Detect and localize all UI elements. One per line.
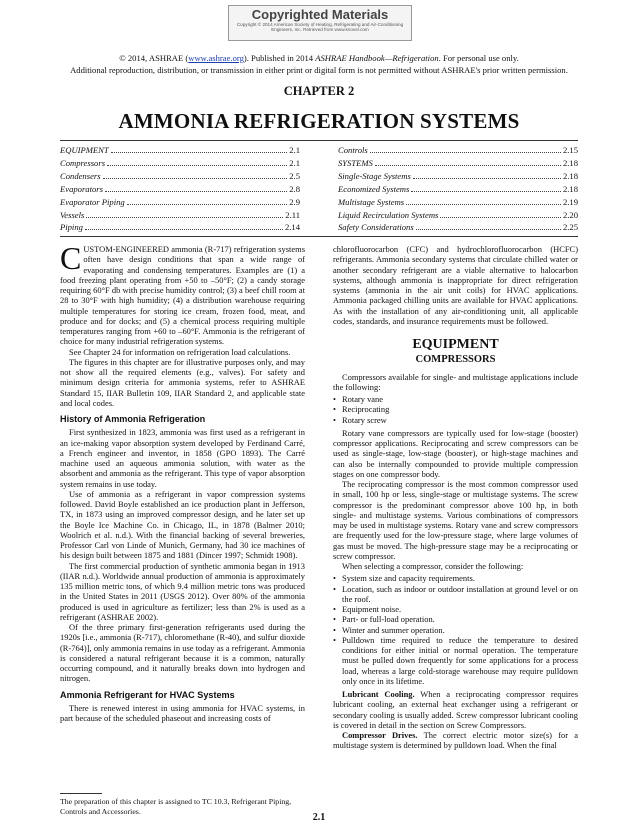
toc-entry-page: 2.15 — [562, 145, 578, 155]
list-item: • Rotary vane — [333, 394, 578, 404]
paragraph: The reciprocating compressor is the most common compressor used in small, 100 hp or less, single-stage or multistage systems. The screw compressor is the predominant compressor above 100 hp, in both single- and multistage systems. Various combinations of compressors may be used in multistage systems. Rotary vane and screw compressors are frequently used for the low-pressure stage, where large volumes of gas must be moved. The high-pressure stage may be a reciprocating or screw compressor. — [333, 479, 578, 561]
toc-entry-label: Safety Considerations — [338, 222, 414, 233]
paragraph — [333, 730, 578, 751]
toc-entry[interactable] — [60, 196, 300, 209]
paragraph: The first commercial production of synthetic ammonia began in 1913 (IIAR n.d.). Worldwide annual production of ammonia is approximately 135 million metric tons, of which 9.4 million metric tons was produced in the United States in 2011 (USGS 2012). Over 80% of the ammonia produced is used in agriculture as fertilizer; less than 2% is used as a refrigerant (ASHRAE 2002). — [60, 560, 305, 622]
toc-entry-label: Evaporator Piping — [60, 196, 125, 207]
paragraph: chlorofluorocarbon (CFC) and hydrochlorofluorocarbon (HCFC) refrigerants. Ammonia secondary systems that circulate chilled water or another secondary refrigerant are a viable alternative to halocarbon systems, although ammonia is inappropriate for direct refrigeration systems (ammonia in the air unit coils) for HVAC applications. Ammonia packaged chilling units are available for HVAC applications. As with the installation of any air-conditioning unit, all applicable codes, standards, and insurance requirements must be followed. — [333, 244, 578, 326]
watermark-line-2: Engineers, Inc. Retrieved from www.knovel.com — [271, 27, 369, 33]
toc-leader-dots — [406, 204, 561, 205]
toc-bottom-rule — [60, 236, 578, 237]
list-item: • System size and capacity requirements. — [333, 573, 578, 583]
toc-entry-page: 2.19 — [562, 196, 578, 207]
toc-entry-label: Multistage Systems — [338, 196, 405, 207]
toc-entry[interactable] — [60, 183, 300, 196]
toc-entry-page: 2.20 — [562, 209, 578, 220]
compressor-drives-label: Compressor Drives. — [342, 730, 418, 740]
intro-text: USTOM-ENGINEERED ammonia (R-717) refrigeration systems often have design conditions that span a wide range of evaporating and condensing temperatures. Examples are (1) a food freezing plant operating from +50 to –50°F; (2) a candy storage requiring 60°F db with precise humidity control; (3) a beef chill room at 28 to 30°F with high humidity; (4) a distribution warehouse requiring multiple temperatures for storing ice cream, frozen food, meat, and produce and for docks; and (5) a chemical process requiring multiple temperatures ranging from +60 to –60°F. Ammonia is the refrigerant of choice for many industrial refrigeration systems. — [60, 244, 305, 347]
toc-entry-page: 2.5 — [289, 170, 300, 181]
toc-leader-dots — [127, 204, 288, 205]
lubricant-cooling-text: When a reciprocating compressor requires lubricant cooling, an external heat exchanger using a refrigerant or secondary cooling is usually added. Screw compressor lubricant cooling is covered in detail in the section on Screw Compressors. — [333, 689, 578, 730]
list-item: • Pulldown time required to reduce the temperature to desired conditions for either initial or normal operation. The temperature must be pulled down frequently for some applications for a process load, whereas a large cold-storage warehouse may require pulldown only once in its lifetime. — [333, 635, 578, 686]
paragraph: First synthesized in 1823, ammonia was first used as a refrigerant in an ice-making vapor absorption system developed by Ferdinand Carré, a French engineer and inventor, in 1858 (GPO 1893). The Carré machine used an aqueous ammonia solution, with water as the absorbent and ammonia as the refrigerant. This type of vapor absorption system remains in use today. — [60, 427, 305, 489]
chapter-title: AMMONIA REFRIGERATION SYSTEMS — [118, 109, 520, 133]
toc-entry[interactable] — [338, 209, 578, 222]
toc-entry-label: Single-Stage Systems — [338, 170, 411, 181]
toc-leader-dots — [85, 229, 283, 230]
toc-leader-dots — [86, 217, 283, 218]
ashrae-link[interactable]: www.ashrae.org — [188, 53, 244, 63]
toc-entry-page: 2.11 — [285, 209, 300, 220]
list-item: • Winter and summer operation. — [333, 625, 578, 635]
heading-hvac: Ammonia Refrigerant for HVAC Systems — [60, 689, 235, 700]
copyright-watermark — [228, 5, 412, 41]
toc-entry[interactable] — [60, 170, 300, 183]
toc-entry[interactable] — [60, 157, 300, 170]
toc-entry-page: 2.8 — [289, 183, 300, 194]
toc-leader-dots — [103, 178, 288, 179]
paragraph: Compressors available for single- and multistage applications include the following: — [333, 371, 578, 392]
toc-entry[interactable] — [338, 183, 578, 196]
toc-leader-dots — [105, 191, 287, 192]
toc-entry-page: 2.1 — [289, 157, 300, 168]
toc-leader-dots — [411, 191, 561, 192]
watermark-title: Copyrighted Materials — [251, 7, 389, 22]
toc-entry[interactable] — [338, 196, 578, 209]
toc-entry-label: Liquid Recirculation Systems — [338, 209, 439, 220]
toc-entry-label: Compressors — [60, 157, 106, 168]
toc-left-column — [60, 144, 300, 234]
body-right-column — [333, 244, 578, 751]
toc-top-rule — [60, 140, 578, 141]
toc-leader-dots — [111, 152, 288, 153]
paragraph: There is renewed interest in using ammonia for HVAC systems, in part because of the scheduled phaseout and increasing costs of — [60, 702, 305, 723]
chapter-label: CHAPTER 2 — [283, 84, 355, 98]
footnote: The preparation of this chapter is assigned to TC 10.3, Refrigerant Piping, Controls and Accessories. — [60, 797, 292, 816]
toc-entry-label: Economized Systems — [338, 183, 410, 194]
compressor-drives-text: The correct electric motor size(s) for a multistage system is determined by pulldown load. When the final — [333, 730, 578, 751]
selection-criteria-list — [333, 573, 578, 686]
footnote-rule — [60, 793, 102, 794]
toc-leader-dots — [413, 178, 561, 179]
toc-entry[interactable] — [338, 221, 578, 234]
toc-entry[interactable] — [60, 209, 300, 222]
toc-entry-label: Piping — [60, 222, 83, 233]
list-item: • Location, such as indoor or outdoor installation at ground level or on the roof. — [333, 584, 578, 605]
paragraph: When selecting a compressor, consider the following: — [342, 561, 524, 571]
toc-leader-dots — [416, 229, 561, 230]
copyright-post: . For personal use only. — [438, 53, 519, 63]
copyright-pre: © 2014, ASHRAE ( — [119, 53, 189, 63]
toc-right-column — [338, 144, 578, 234]
toc-entry-label: Controls — [338, 145, 368, 155]
paragraph: See Chapter 24 for information on refrigeration load calculations. — [69, 346, 291, 357]
drop-cap: C — [60, 240, 82, 276]
heading-compressors: COMPRESSORS — [415, 354, 496, 366]
toc-entry[interactable] — [338, 170, 578, 183]
toc-entry-page: 2.18 — [562, 170, 578, 181]
toc-entry-page: 2.25 — [562, 222, 578, 233]
paragraph: Rotary vane compressors are typically used for low-stage (booster) compressor applications. Reciprocating and screw compressors can be used as single-stage, low-stage (booster), or high-stage machines and can also be internally compounded to provide multiple compression stages on one compressor body. — [333, 427, 578, 479]
toc-entry-label: EQUIPMENT — [60, 145, 109, 155]
list-item: • Reciprocating — [333, 404, 578, 414]
intro-paragraph — [60, 240, 305, 347]
toc-entry-label: SYSTEMS — [338, 157, 373, 168]
toc-entry[interactable] — [338, 144, 578, 157]
toc-entry-page: 2.1 — [289, 145, 300, 155]
paragraph: The figures in this chapter are for illustrative purposes only, and may not show all the required elements (e.g., valves). For safety and minimum design criteria for ammonia systems, refer to ASHRAE Standard 15, IIAR Bulletin 109, IIAR Standard 2, and applicable state and local codes. — [60, 356, 305, 408]
toc-entry[interactable] — [338, 157, 578, 170]
toc-entry[interactable] — [60, 144, 300, 157]
copyright-italic: ASHRAE Handbook—Refrigeration — [315, 53, 439, 63]
toc-entry[interactable] — [60, 221, 300, 234]
paragraph: Use of ammonia as a refrigerant in vapor compression systems followed. David Boyle established an ice production plant in Jefferson, TX, in 1873 using an improved compressor design, and he later set up the Boyle Ice Machine Co. in Chicago, IL, in 1878 (Balmer 2010; Woolrich et al. n.d.). With the financial backing of several breweries, Professor Carl von Linde of Munich, Germany, had 30 ice machines of his design built between 1875 and 1881 (Dincer 1997; Schmidt 1908). — [60, 488, 305, 561]
heading-history: History of Ammonia Refrigeration — [60, 414, 206, 424]
watermark-line-1: Copyright © 2014 American Society of Heating, Refrigerating and Air-Conditioning — [236, 22, 404, 27]
copyright-line-2: Additional reproduction, distribution, or transmission in either print or digital form is not permitted without ASHRAE's prior written permission. — [70, 65, 568, 75]
list-item: • Rotary screw — [333, 415, 578, 425]
toc-entry-label: Condensers — [60, 170, 101, 181]
toc-leader-dots — [370, 152, 561, 153]
list-item: • Equipment noise. — [333, 604, 578, 614]
toc-leader-dots — [107, 165, 287, 166]
toc-leader-dots — [440, 217, 561, 218]
toc-entry-page: 2.18 — [562, 157, 578, 168]
toc-entry-label: Vessels — [60, 209, 85, 220]
toc-entry-page: 2.9 — [289, 196, 300, 207]
toc-entry-label: Evaporators — [60, 183, 103, 194]
paragraph — [333, 689, 578, 730]
copyright-mid: ). Published in 2014 — [243, 53, 316, 63]
toc-entry-page: 2.14 — [284, 222, 300, 233]
lubricant-cooling-label: Lubricant Cooling. — [342, 689, 415, 699]
toc-leader-dots — [375, 165, 561, 166]
heading-equipment: EQUIPMENT — [412, 337, 499, 352]
toc-entry-page: 2.18 — [562, 183, 578, 194]
paragraph: Of the three primary first-generation refrigerants used during the 1920s [i.e., ammonia (R-717), chloromethane (R-40), and sulfur dioxide (R-764)], only ammonia remains in use today as a refrigerant. Ammonia is considered a natural refrigerant because it is a common, naturally occurring compound, and it naturally breaks down into hydrogen and nitrogen. — [60, 622, 305, 684]
compressor-types-list — [333, 394, 578, 425]
body-left-column — [60, 240, 305, 723]
copyright-notice — [0, 52, 638, 76]
list-item: • Part- or full-load operation. — [333, 614, 578, 624]
page-number: 2.1 — [312, 812, 326, 823]
